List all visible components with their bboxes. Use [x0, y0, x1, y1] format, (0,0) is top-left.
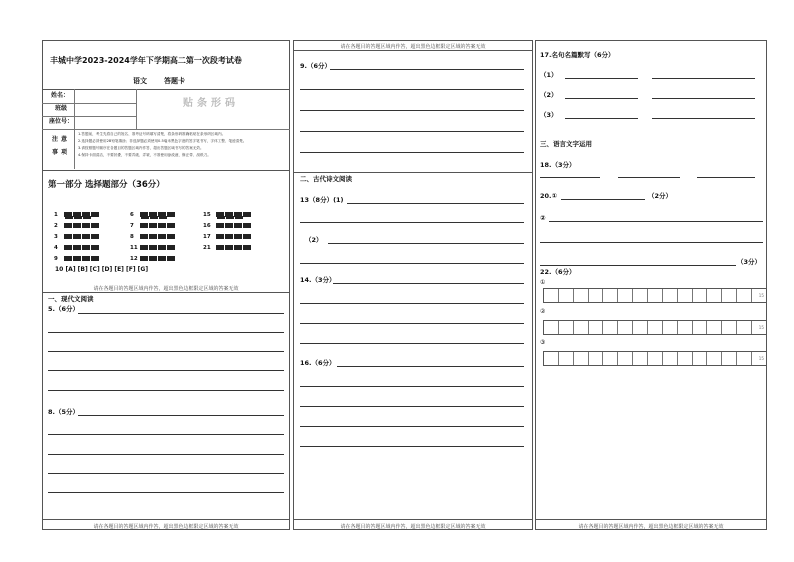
section-classical-reading: 二、古代诗文阅读 — [300, 175, 352, 183]
choice-bubbles[interactable] — [64, 234, 100, 240]
answer-line[interactable] — [333, 283, 524, 284]
q18-label: 18.（3分） — [540, 161, 576, 169]
answer-line[interactable] — [300, 303, 524, 304]
answer-line[interactable] — [78, 415, 284, 416]
answer-area-notice: 请在各题目的答题区域内作答，超出黑色边框限定区域的答案无效 — [340, 44, 486, 50]
q10-options[interactable]: 10 [A] [B] [C] [D] [E] [F] [G] — [55, 266, 149, 273]
answer-line[interactable] — [618, 177, 680, 178]
choice-num: 15 — [203, 212, 211, 218]
answer-area-notice: 请在各题目的答题区域内作答，超出黑色边框限定区域的答案无效 — [93, 286, 239, 292]
section-language-use: 三、语言文字运用 — [540, 140, 592, 148]
grid-count: 15 — [758, 356, 764, 361]
choice-num: 21 — [203, 245, 211, 251]
answer-line[interactable] — [48, 332, 284, 333]
column-3 — [535, 40, 767, 530]
answer-line[interactable] — [561, 199, 645, 200]
notes-text — [78, 131, 286, 159]
answer-area-notice: 请在各题目的答题区域内作答，超出黑色边框限定区域的答案无效 — [93, 524, 239, 530]
q17-label: 17.名句名篇默写（6分） — [540, 51, 615, 59]
choice-row — [54, 223, 294, 233]
answer-line[interactable] — [300, 426, 524, 427]
answer-area-notice: 请在各题目的答题区域内作答，超出黑色边框限定区域的答案无效 — [340, 524, 486, 530]
answer-line[interactable] — [300, 343, 524, 344]
answer-line[interactable] — [300, 110, 524, 111]
info-divider-v2 — [136, 89, 137, 129]
seat-label: 座位号： — [49, 118, 74, 125]
q5-label: 5.（6分） — [48, 305, 80, 313]
divider-line — [293, 172, 533, 173]
answer-line[interactable] — [565, 118, 638, 119]
choice-bubbles[interactable] — [216, 212, 252, 218]
choice-num: 3 — [54, 234, 58, 240]
answer-line[interactable] — [330, 69, 524, 70]
note-3: 3.请按照题号顺序在各题目的答题区域内作答，超出答题区域书写的答案无效。 — [78, 146, 204, 150]
grid-count: 15 — [758, 293, 764, 298]
choice-bubbles[interactable] — [64, 245, 100, 251]
answer-line[interactable] — [48, 351, 284, 352]
name-field[interactable] — [76, 91, 134, 102]
answer-line[interactable] — [300, 263, 524, 264]
q20-3-score: （3分） — [737, 258, 762, 266]
grid-count: 15 — [758, 325, 764, 330]
choice-bubbles[interactable] — [216, 245, 252, 251]
name-label: 姓名： — [51, 92, 70, 99]
answer-line[interactable] — [549, 221, 763, 222]
seat-field[interactable] — [76, 117, 134, 128]
choice-bubbles[interactable] — [64, 223, 100, 229]
choice-row — [54, 234, 294, 244]
note-4: 4.保持卡面清洁，不要折叠，不要弄破、弄皱，不准使用涂改液、修正带、刮纸刀。 — [78, 153, 211, 157]
answer-line[interactable] — [652, 78, 755, 79]
writing-grid-row[interactable] — [543, 351, 767, 366]
info-row-line — [42, 129, 290, 130]
column-2 — [293, 40, 533, 530]
choice-num: 2 — [54, 223, 58, 229]
note-1: 1.答题前，考生先将自己的姓名、准考证号码填写清楚，将条形码准确粘贴在条形码区域内。 — [78, 132, 226, 136]
divider-line — [293, 50, 533, 51]
choice-bubbles[interactable] — [140, 234, 176, 240]
choice-bubbles[interactable] — [64, 212, 100, 218]
card-label: 答题卡 — [164, 77, 185, 85]
answer-line[interactable] — [48, 390, 284, 391]
choice-bubbles[interactable] — [140, 256, 176, 262]
class-label: 班级 — [55, 105, 68, 112]
notes-label-2: 事项 — [52, 149, 71, 156]
answer-line[interactable] — [48, 370, 284, 371]
answer-line[interactable] — [48, 454, 284, 455]
q13-label: 13（8分）(1) — [300, 196, 344, 204]
class-field[interactable] — [76, 104, 134, 115]
note-2: 2.选择题必须使用2B铅笔填涂；非选择题必须使用0.5毫米黑色字迹的签字笔书写，字体工整、笔迹清楚。 — [78, 139, 247, 143]
answer-area-notice: 请在各题目的答题区域内作答，超出黑色边框限定区域的答案无效 — [578, 524, 724, 530]
section1-title: 第一部分 选择题部分（36分） — [48, 180, 165, 190]
q17-item-3: （3） — [540, 111, 558, 119]
answer-line[interactable] — [565, 98, 638, 99]
choice-bubbles[interactable] — [216, 234, 252, 240]
answer-line[interactable] — [300, 89, 524, 90]
answer-line[interactable] — [540, 265, 736, 266]
answer-line[interactable] — [300, 406, 524, 407]
answer-line[interactable] — [300, 152, 524, 153]
notes-label-1: 注意 — [52, 136, 71, 143]
answer-line[interactable] — [565, 78, 638, 79]
answer-line[interactable] — [78, 313, 284, 314]
divider-line — [42, 519, 290, 520]
answer-line[interactable] — [300, 386, 524, 387]
q8-label: 8.（5分） — [48, 408, 80, 416]
choice-bubbles[interactable] — [140, 212, 176, 218]
choice-row — [54, 245, 294, 255]
answer-line[interactable] — [48, 473, 284, 474]
divider-line — [293, 519, 533, 520]
exam-title: 丰城中学2023-2024学年下学期高二第一次段考试卷 — [50, 56, 242, 65]
choice-num: 6 — [130, 212, 134, 218]
answer-line[interactable] — [300, 222, 524, 223]
q14-label: 14.（3分） — [300, 276, 336, 284]
answer-line[interactable] — [697, 177, 755, 178]
choice-num: 1 — [54, 212, 58, 218]
q22-item-2: ② — [540, 308, 546, 315]
answer-line[interactable] — [347, 203, 524, 204]
subject-label: 语文 — [133, 77, 147, 85]
choice-num: 8 — [130, 234, 134, 240]
answer-line[interactable] — [652, 118, 755, 119]
choice-row — [54, 212, 294, 222]
choice-num: 9 — [54, 256, 58, 262]
divider-line — [42, 292, 290, 293]
q13b-label: （2） — [305, 236, 323, 244]
writing-grid-row[interactable] — [543, 320, 767, 335]
choice-bubbles[interactable] — [140, 245, 176, 251]
q20-item-2: ② — [540, 214, 546, 222]
answer-line[interactable] — [300, 323, 524, 324]
choice-num: 11 — [130, 245, 138, 251]
choice-num: 7 — [130, 223, 134, 229]
choice-bubbles[interactable] — [64, 256, 100, 262]
q22-item-1: ① — [540, 279, 546, 286]
q16-label: 16.（6分） — [300, 359, 336, 367]
answer-line[interactable] — [48, 492, 284, 493]
section-modern-reading: 一、现代文阅读 — [48, 295, 94, 303]
q20-score: （2分） — [648, 192, 673, 200]
writing-grid-row[interactable] — [543, 288, 767, 303]
choice-num: 17 — [203, 234, 211, 240]
choice-num: 4 — [54, 245, 58, 251]
answer-line[interactable] — [652, 98, 755, 99]
q22-label: 22.（6分） — [540, 268, 576, 276]
answer-line[interactable] — [300, 131, 524, 132]
answer-line[interactable] — [48, 434, 284, 435]
q17-item-1: （1） — [540, 71, 558, 79]
answer-line[interactable] — [337, 366, 524, 367]
choice-bubbles[interactable] — [140, 223, 176, 229]
divider-line — [535, 519, 767, 520]
q20-label: 20.① — [540, 192, 558, 200]
q17-item-2: （2） — [540, 91, 558, 99]
answer-line[interactable] — [540, 177, 600, 178]
barcode-area: 贴条形码 — [183, 98, 239, 109]
answer-line[interactable] — [540, 242, 763, 243]
choice-num: 12 — [130, 256, 138, 262]
answer-line[interactable] — [328, 243, 524, 244]
q9-label: 9.（6分） — [300, 62, 332, 70]
choice-num: 16 — [203, 223, 211, 229]
answer-line[interactable] — [300, 446, 524, 447]
q22-item-3: ③ — [540, 339, 546, 346]
choice-row — [54, 256, 294, 266]
choice-bubbles[interactable] — [216, 223, 252, 229]
